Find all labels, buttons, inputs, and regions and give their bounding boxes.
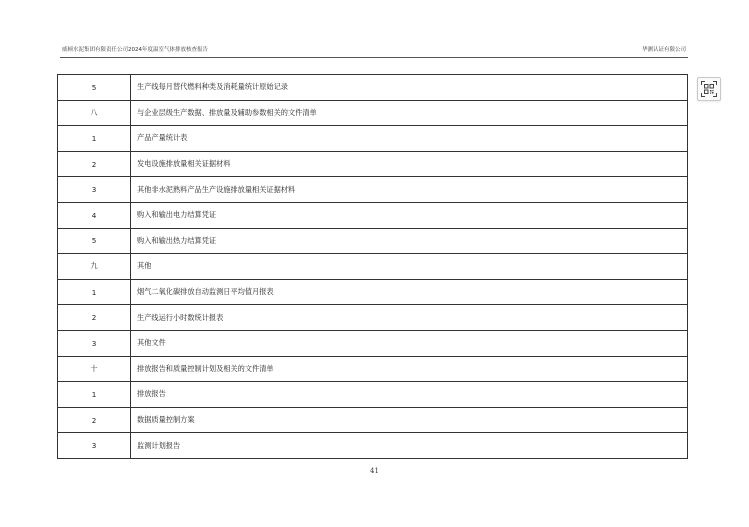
- row-description: 生产线每月替代燃料种类及消耗量统计原始记录: [131, 75, 688, 101]
- row-description: 与企业层级生产数据、排放量及辅助参数相关的文件清单: [131, 100, 688, 126]
- row-number: 1: [58, 382, 131, 408]
- qr-scan-icon: [701, 81, 717, 97]
- row-description: 排放报告: [131, 382, 688, 408]
- table-row: [58, 100, 688, 126]
- table-row: [58, 202, 688, 228]
- row-description: 数据质量控制方案: [131, 407, 688, 433]
- qr-scan-button[interactable]: [697, 77, 721, 101]
- row-number: 八: [58, 100, 131, 126]
- row-number: 2: [58, 305, 131, 331]
- row-number: 3: [58, 433, 131, 459]
- row-number: 2: [58, 407, 131, 433]
- row-number: 2: [58, 151, 131, 177]
- table-row: [58, 305, 688, 331]
- page-header: [60, 44, 688, 58]
- row-description: 其他文件: [131, 330, 688, 356]
- row-description: 排放报告和质量控制计划及相关的文件清单: [131, 356, 688, 382]
- document-list-table: [57, 74, 688, 459]
- table-row: [58, 126, 688, 152]
- table-row: [58, 330, 688, 356]
- row-number: 3: [58, 177, 131, 203]
- row-description: 购入和输出热力结算凭证: [131, 228, 688, 254]
- row-number: 5: [58, 75, 131, 101]
- table-row: [58, 228, 688, 254]
- row-number: 4: [58, 202, 131, 228]
- header-report-title: 威顿水泥集团有限责任公司2024年度温室气体排放核查报告: [62, 47, 208, 53]
- row-description: 购入和输出电力结算凭证: [131, 202, 688, 228]
- table-row: [58, 433, 688, 459]
- table-row: [58, 254, 688, 280]
- row-number: 5: [58, 228, 131, 254]
- row-number: 1: [58, 279, 131, 305]
- table-row: [58, 407, 688, 433]
- row-number: 1: [58, 126, 131, 152]
- row-description: 监测计划报告: [131, 433, 688, 459]
- row-number: 十: [58, 356, 131, 382]
- table-row: [58, 279, 688, 305]
- row-number: 3: [58, 330, 131, 356]
- row-description: 烟气二氧化碳排放自动监测日平均值月报表: [131, 279, 688, 305]
- table-row: [58, 177, 688, 203]
- page-number: 41: [370, 467, 379, 475]
- table-row: [58, 382, 688, 408]
- row-description: 其他: [131, 254, 688, 280]
- row-description: 产品产量统计表: [131, 126, 688, 152]
- table-row: [58, 75, 688, 101]
- row-description: 生产线运行小时数统计报表: [131, 305, 688, 331]
- table-row: [58, 356, 688, 382]
- header-company-name: 华测认证有限公司: [641, 47, 686, 53]
- row-description: 其他非水泥熟料产品生产设施排放量相关证据材料: [131, 177, 688, 203]
- row-description: 发电设施排放量相关证据材料: [131, 151, 688, 177]
- table-row: [58, 151, 688, 177]
- row-number: 九: [58, 254, 131, 280]
